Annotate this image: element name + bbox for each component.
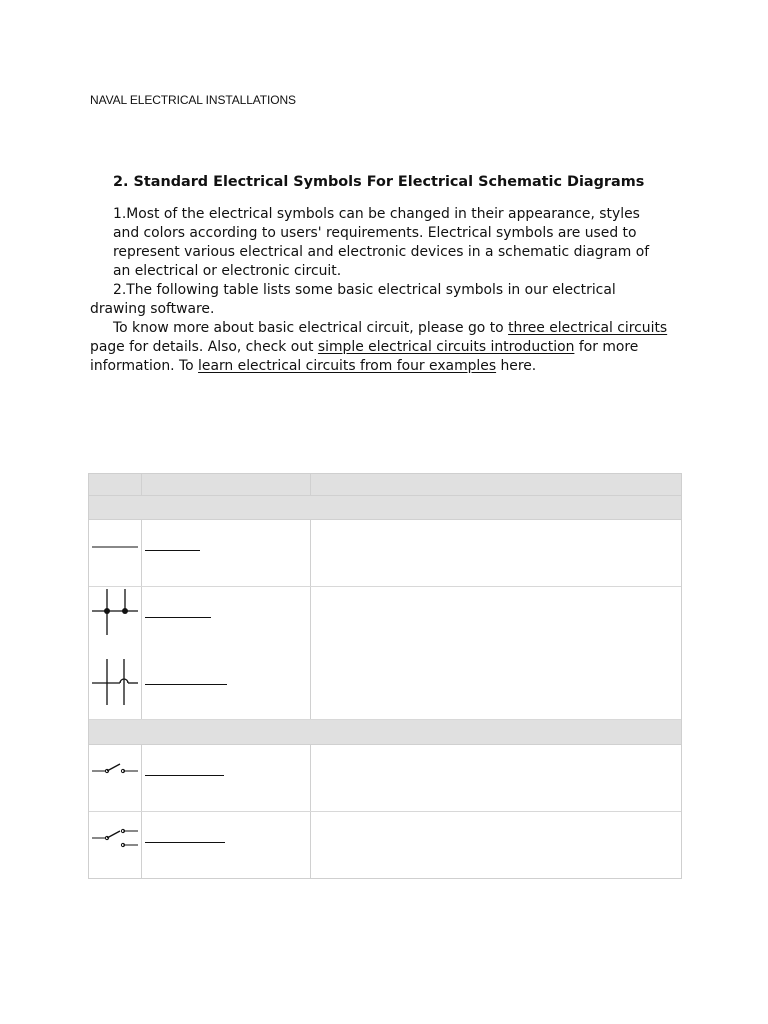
table-header-row	[89, 474, 681, 496]
paragraph-3-text-3: for more information. To	[90, 339, 639, 374]
column-divider	[310, 520, 311, 586]
symbol-name-line	[145, 775, 224, 776]
paragraph-1: 1.Most of the electrical symbols can be changed in their appearance, styles and colors according to users' requirements. Electrical symbols are used to represent various electrical and electronic devices in a schematic diagram of an electrical or electronic circuit.	[113, 206, 650, 279]
body-text	[90, 205, 670, 376]
symbol-name-line	[145, 617, 211, 618]
document-header-title: NAVAL ELECTRICAL INSTALLATIONS	[90, 93, 296, 107]
table-row	[89, 745, 681, 812]
wires-joined-icon	[89, 587, 141, 647]
simple-electrical-circuits-link[interactable]: simple electrical circuits introduction	[317, 339, 575, 355]
table-group-row-switches	[89, 720, 681, 745]
symbol-name-line	[145, 684, 227, 685]
wire-icon	[89, 520, 141, 587]
paragraph-3-text-4: here.	[496, 358, 537, 374]
symbol-name-line	[145, 550, 200, 551]
wires-unjoined-icon	[89, 654, 141, 720]
paragraph-3-text-2: page for details. Also, check out	[90, 339, 318, 355]
column-divider	[141, 745, 142, 811]
column-divider	[310, 745, 311, 811]
symbol-table	[88, 473, 682, 879]
symbol-name-line	[145, 842, 225, 843]
column-divider	[310, 587, 311, 719]
learn-electrical-circuits-link[interactable]: learn electrical circuits from four examples	[198, 358, 497, 374]
column-divider	[310, 474, 311, 495]
table-group-row-wires	[89, 496, 681, 520]
paragraph-2: 2.The following table lists some basic electrical symbols in our electrical drawing software.	[90, 282, 616, 317]
table-row	[89, 812, 681, 878]
section-heading: 2. Standard Electrical Symbols For Electrical Schematic Diagrams	[113, 174, 645, 190]
column-divider	[141, 520, 142, 586]
spst-switch-icon	[89, 745, 141, 812]
table-row	[89, 520, 681, 587]
three-electrical-circuits-link[interactable]: three electrical circuits	[508, 320, 668, 336]
column-divider	[141, 587, 142, 719]
paragraph-3	[90, 319, 670, 376]
column-divider	[141, 812, 142, 878]
column-divider	[141, 474, 142, 495]
spdt-switch-icon	[89, 812, 141, 878]
column-divider	[310, 812, 311, 878]
table-row	[89, 587, 681, 720]
paragraph-3-text-1: To know more about basic electrical circuit, please go to	[113, 320, 509, 336]
